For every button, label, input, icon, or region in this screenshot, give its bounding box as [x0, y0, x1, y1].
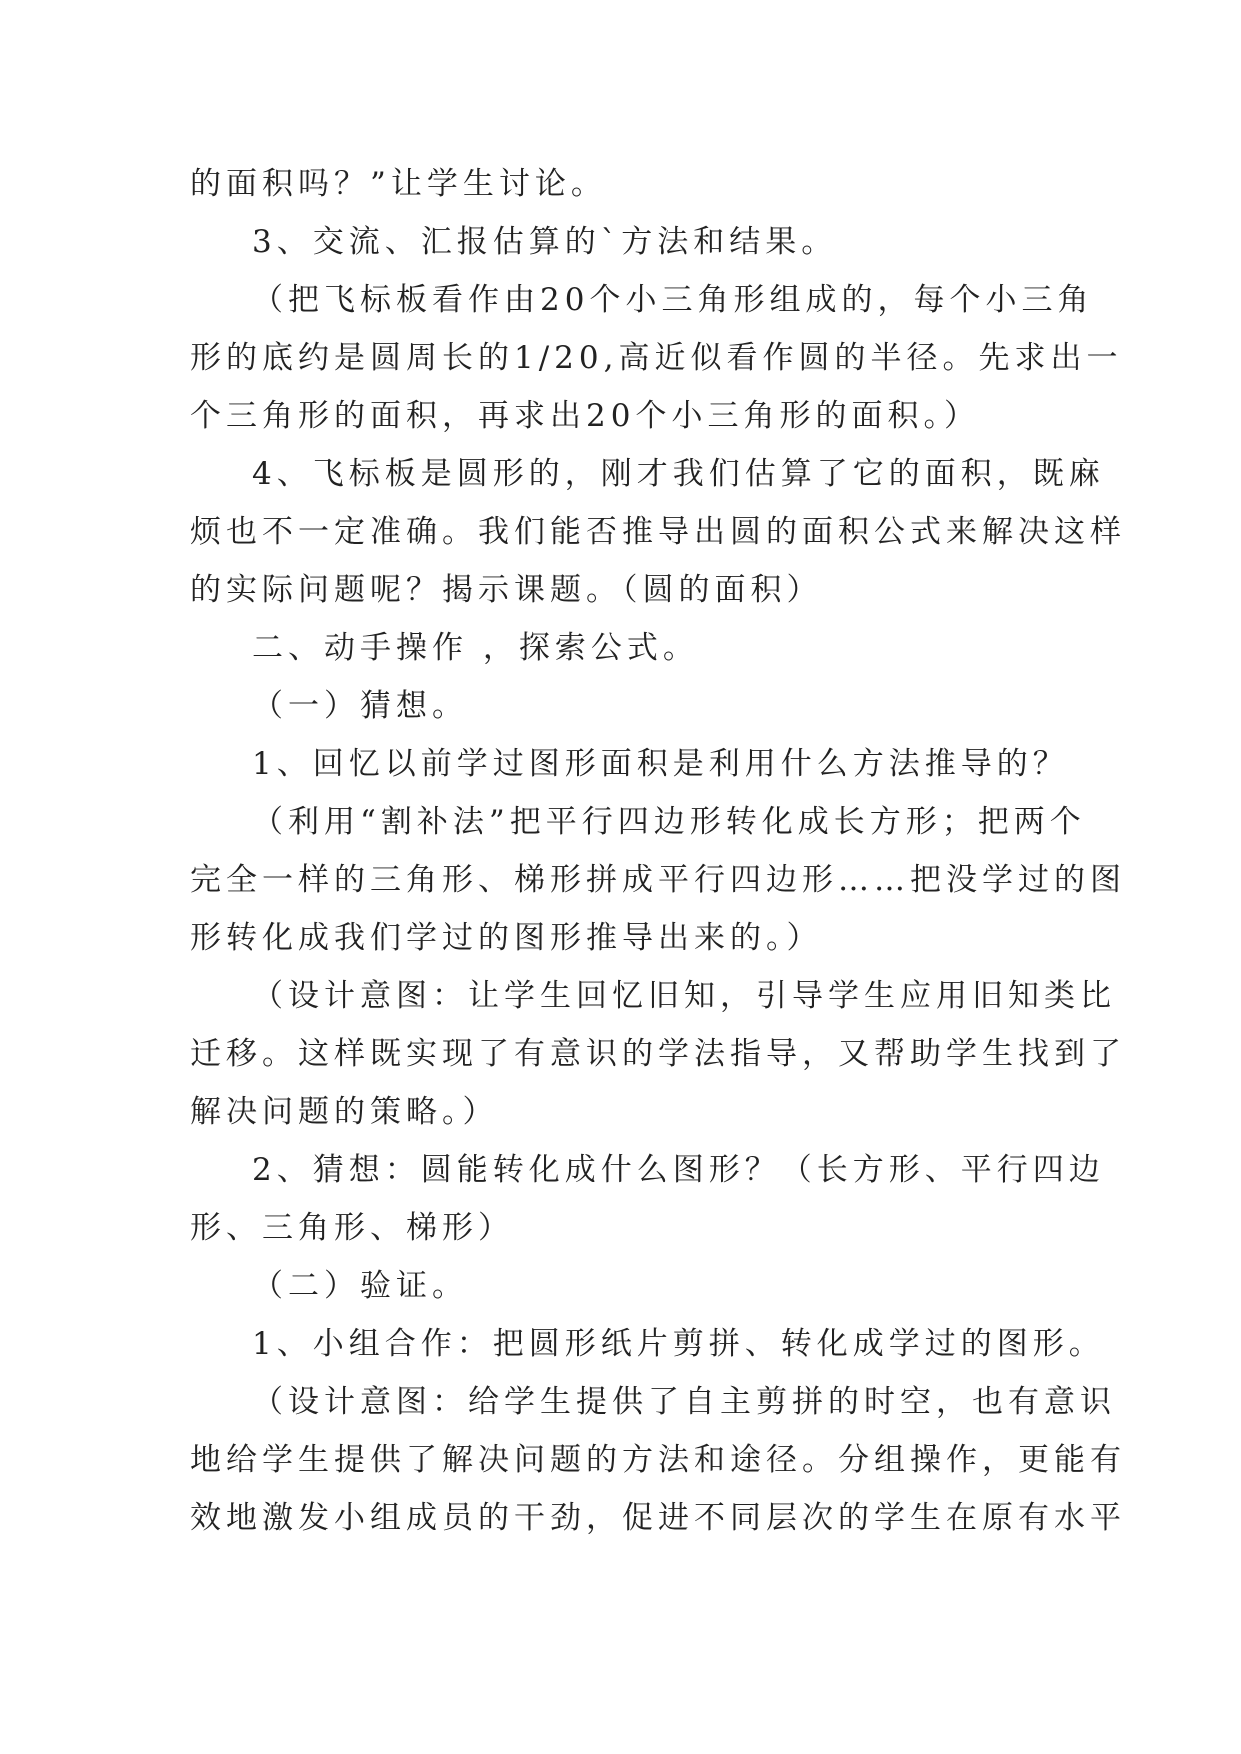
subsection-heading-1: （一）猜想。	[252, 688, 468, 724]
text-line-17: 解决问题的策略。）	[190, 1094, 499, 1130]
text-line-2: 3、交流、汇报估算的`方法和结果。	[252, 224, 838, 260]
text-line-14: 形转化成我们学过的图形推导出来的。）	[190, 920, 823, 956]
subsection-heading-2: （二）验证。	[252, 1268, 468, 1304]
text-line-5: 个三角形的面积，再求出20个小三角形的面积。）	[190, 398, 980, 434]
text-line-1: 的面积吗？”让学生讨论。	[190, 166, 607, 202]
text-line-22: （设计意图：给学生提供了自主剪拼的时空，也有意识	[252, 1384, 1116, 1420]
text-line-23: 地给学生提供了解决问题的方法和途径。分组操作，更能有	[190, 1442, 1126, 1478]
text-line-6: 4、飞标板是圆形的，刚才我们估算了它的面积，既麻	[252, 456, 1105, 492]
text-line-16: 迁移。这样既实现了有意识的学法指导，又帮助学生找到了	[190, 1036, 1126, 1072]
section-heading-2: 二、动手操作 ，探索公式。	[252, 630, 699, 666]
text-line-7: 烦也不一定准确。我们能否推导出圆的面积公式来解决这样	[190, 514, 1126, 550]
text-line-18: 2、猜想：圆能转化成什么图形？（长方形、平行四边	[252, 1152, 1105, 1188]
text-line-13: 完全一样的三角形、梯形拼成平行四边形……把没学过的图	[190, 862, 1126, 898]
text-line-21: 1、小组合作：把圆形纸片剪拼、转化成学过的图形。	[252, 1326, 1105, 1362]
text-line-11: 1、回忆以前学过图形面积是利用什么方法推导的？	[252, 746, 1069, 782]
text-line-19: 形、三角形、梯形）	[190, 1210, 514, 1246]
text-line-4: 形的底约是圆周长的1/20,高近似看作圆的半径。先求出一	[190, 340, 1123, 376]
text-line-3: （把飞标板看作由20个小三角形组成的，每个小三角	[252, 282, 1094, 318]
text-line-24: 效地激发小组成员的干劲，促进不同层次的学生在原有水平	[190, 1500, 1126, 1536]
text-line-12: （利用“割补法”把平行四边形转化成长方形；把两个	[252, 804, 1086, 840]
text-line-15: （设计意图：让学生回忆旧知，引导学生应用旧知类比	[252, 978, 1116, 1014]
text-line-8: 的实际问题呢？揭示课题。（圆的面积）	[190, 572, 823, 608]
